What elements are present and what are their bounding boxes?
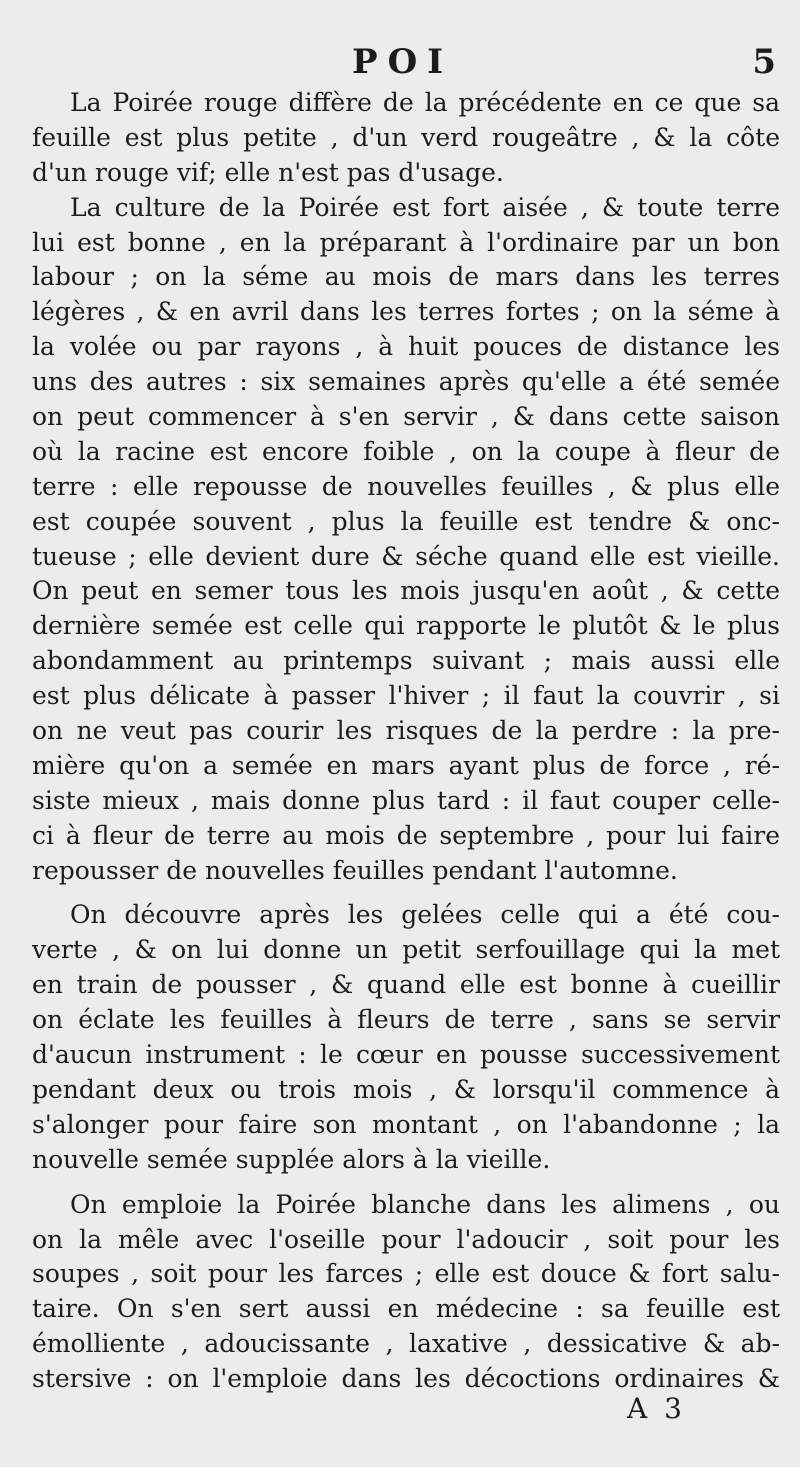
text-line: d'un rouge vif; elle n'est pas d'usage. xyxy=(32,157,504,187)
paragraph xyxy=(32,86,780,191)
page-number: 5 xyxy=(752,42,776,82)
text-line: La culture de la Poirée est fort aisée , & toute terre xyxy=(70,192,780,222)
text-line: d'aucun instrument : le cœur en pousse successivement xyxy=(32,1040,780,1070)
paragraph-gap xyxy=(32,1178,780,1188)
paragraph xyxy=(32,1188,780,1397)
text-line: On découvre après les gelées celle qui a été cou- xyxy=(70,900,780,930)
signature-mark: A 3 xyxy=(627,1392,686,1425)
text-line: légères , & en avril dans les terres fortes ; on la séme à xyxy=(32,297,780,327)
text-line: on peut commencer à s'en servir , & dans cette saison xyxy=(32,402,780,432)
paragraph xyxy=(32,191,780,889)
text-line: nouvelle semée supplée alors à la vieille. xyxy=(32,1144,551,1174)
text-line: verte , & on lui donne un petit serfouillage qui la met xyxy=(32,935,780,965)
text-line: dernière semée est celle qui rapporte le plutôt & le plus xyxy=(32,611,780,641)
text-line: émolliente , adoucissante , laxative , dessicative & ab- xyxy=(32,1329,780,1359)
text-line: ci à fleur de terre au mois de septembre , pour lui faire xyxy=(32,820,780,850)
text-line: lui est bonne , en la préparant à l'ordinaire par un bon xyxy=(32,227,780,257)
text-line: On emploie la Poirée blanche dans les alimens , ou xyxy=(70,1189,780,1219)
paragraph xyxy=(32,898,780,1177)
text-line: On peut en semer tous les mois jusqu'en août , & cette xyxy=(32,576,780,606)
text-line: repousser de nouvelles feuilles pendant l'automne. xyxy=(32,855,678,885)
text-line: est plus délicate à passer l'hiver ; il faut la couvrir , si xyxy=(32,681,780,711)
text-line: terre : elle repousse de nouvelles feuilles , & plus elle xyxy=(32,471,780,501)
text-line: en train de pousser , & quand elle est bonne à cueillir xyxy=(32,970,780,1000)
paragraph-gap xyxy=(32,888,780,898)
text-line: uns des autres : six semaines après qu'elle a été semée xyxy=(32,367,780,397)
page-header xyxy=(0,42,800,82)
text-line: est coupée souvent , plus la feuille est tendre & onc- xyxy=(32,506,780,536)
text-line: s'alonger pour faire son montant , on l'abandonne ; la xyxy=(32,1109,780,1139)
running-head: POI xyxy=(352,42,454,82)
text-line: tueuse ; elle devient dure & séche quand elle est vieille. xyxy=(32,541,780,571)
text-line: la volée ou par rayons , à huit pouces de distance les xyxy=(32,332,780,362)
text-line: on la mêle avec l'oseille pour l'adoucir , soit pour les xyxy=(32,1224,780,1254)
text-line: siste mieux , mais donne plus tard : il faut couper celle- xyxy=(32,785,780,815)
text-line: taire. On s'en sert aussi en médecine : sa feuille est xyxy=(32,1294,780,1324)
body-text xyxy=(32,86,780,1397)
text-line: stersive : on l'emploie dans les décoctions ordinaires & xyxy=(32,1364,780,1394)
text-line: pendant deux ou trois mois , & lorsqu'il commence à xyxy=(32,1074,780,1104)
text-line: La Poirée rouge diffère de la précédente en ce que sa xyxy=(70,88,780,117)
text-line: soupes , soit pour les farces ; elle est douce & fort salu- xyxy=(32,1259,780,1289)
text-line: abondamment au printemps suivant ; mais aussi elle xyxy=(32,646,780,676)
text-line: labour ; on la séme au mois de mars dans les terres xyxy=(32,262,780,292)
text-line: on ne veut pas courir les risques de la perdre : la pre- xyxy=(32,716,780,746)
text-line: mière qu'on a semée en mars ayant plus de force , ré- xyxy=(32,750,780,780)
text-line: où la racine est encore foible , on la coupe à fleur de xyxy=(32,436,780,466)
text-line: feuille est plus petite , d'un verd rougeâtre , & la côte xyxy=(32,122,780,152)
text-line: on éclate les feuilles à fleurs de terre , sans se servir xyxy=(32,1005,780,1035)
